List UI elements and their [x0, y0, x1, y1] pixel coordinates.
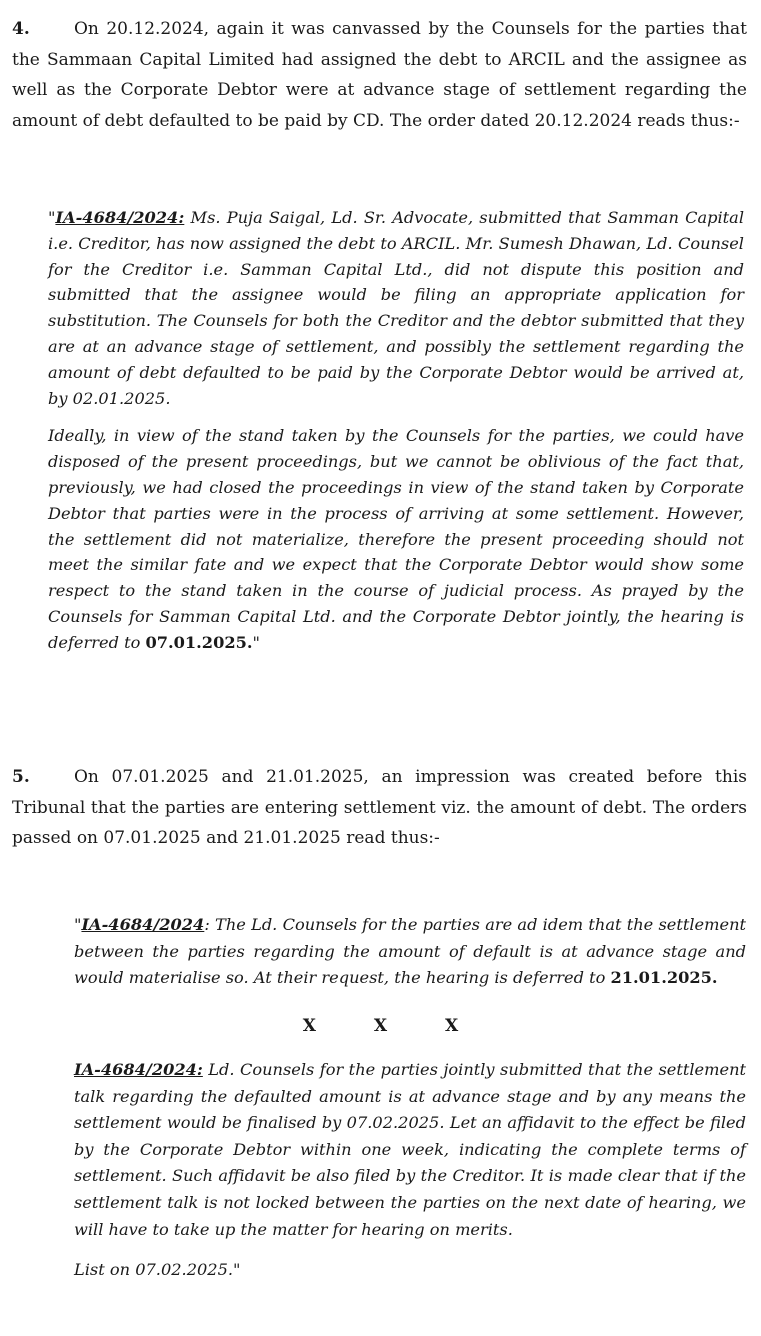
open-quote: " — [48, 208, 56, 227]
quote-paragraph — [74, 1257, 746, 1284]
paragraph-number: 5. — [12, 767, 30, 787]
open-quote: " — [74, 915, 82, 934]
quote-text: Ms. Puja Saigal, Ld. Sr. Advocate, submitted that Samman Capital i.e. Creditor, has now assigned the debt to ARCIL. Mr. Sumesh Dhawan, Ld. Counsel for the Creditor i.e. Samman Capital Ltd., did not dispute this position and submitted that the assignee would be filing an appropriate application for substitution. The Counsels for both the Creditor and the debtor submitted that they are at an advance stage of settlement, and possibly the settlement regarding the amount of debt defaulted to be paid by the Corporate Debtor would be arrived at, by 02.01.2025. — [48, 208, 744, 408]
close-quote: " — [233, 1260, 241, 1280]
quote-text: Ideally, in view of the stand taken by the Counsels for the parties, we could have disposed of the present proceedings, but we cannot be oblivious of the fact that, previously, we had closed the proceedings in view of the stand taken by Corporate Debtor that parties were in the process of arriving at some settlement. However, the settlement did not materialize, therefore the present proceeding should not meet the similar fate and we expect that the Corporate Debtor would show some respect to the stand taken in the course of judicial process. As prayed by the Counsels for Samman Capital Ltd. and the Corporate Debtor jointly, the hearing is deferred to — [48, 426, 744, 652]
close-quote: " — [252, 632, 260, 652]
quoted-order-2 — [74, 912, 746, 992]
paragraph-5 — [12, 762, 747, 854]
omission-separator: X X X — [302, 1016, 459, 1036]
paragraph-text: On 20.12.2024, again it was canvassed by the Counsels for the parties that the Sammaan Capital Limited had assigned the debt to ARCIL and the assignee as well as the Corporate Debtor were at advance stage of settlement regarding the amount of debt defaulted to be paid by CD. The order dated 20.12.2024 reads thus:- — [12, 19, 747, 131]
hearing-date: 21.01.2025. — [610, 968, 718, 988]
list-date-text: List on 07.02.2025. — [74, 1260, 234, 1280]
quoted-order-3 — [74, 1057, 746, 1284]
quote-paragraph — [74, 1057, 746, 1243]
paragraph-4 — [12, 14, 747, 136]
quote-paragraph — [48, 205, 744, 411]
case-reference: IA-4684/2024: — [55, 208, 185, 227]
quoted-order-1 — [48, 205, 744, 656]
quote-text: : The Ld. Counsels for the parties are ad idem that the settlement between the parties regarding the amount of default is at advance stage and would materialise so. At their request, the hearing is deferred to — [74, 915, 746, 988]
quote-text: Ld. Counsels for the parties jointly submitted that the settlement talk regarding the defaulted amount is at advance stage and by any means the settlement would be finalised by 07.02.2025. Let an affidavit to the effect be filed by the Corporate Debtor within one week, indicating the complete terms of settlement. Such affidavit be also filed by the Creditor. It is made clear that if the settlement talk is not locked between the parties on the next date of hearing, we will have to take up the matter for hearing on merits. — [74, 1060, 746, 1239]
hearing-date: 07.01.2025. — [145, 632, 253, 652]
quote-paragraph — [48, 423, 744, 655]
paragraph-number: 4. — [12, 19, 30, 39]
case-reference: IA-4684/2024 — [81, 915, 205, 934]
case-reference: IA-4684/2024: — [74, 1060, 203, 1079]
quote-paragraph — [74, 912, 746, 992]
paragraph-text: On 07.01.2025 and 21.01.2025, an impression was created before this Tribunal that the parties are entering settlement viz. the amount of debt. The orders passed on 07.01.2025 and 21.01.2025 read thus:- — [12, 767, 747, 848]
